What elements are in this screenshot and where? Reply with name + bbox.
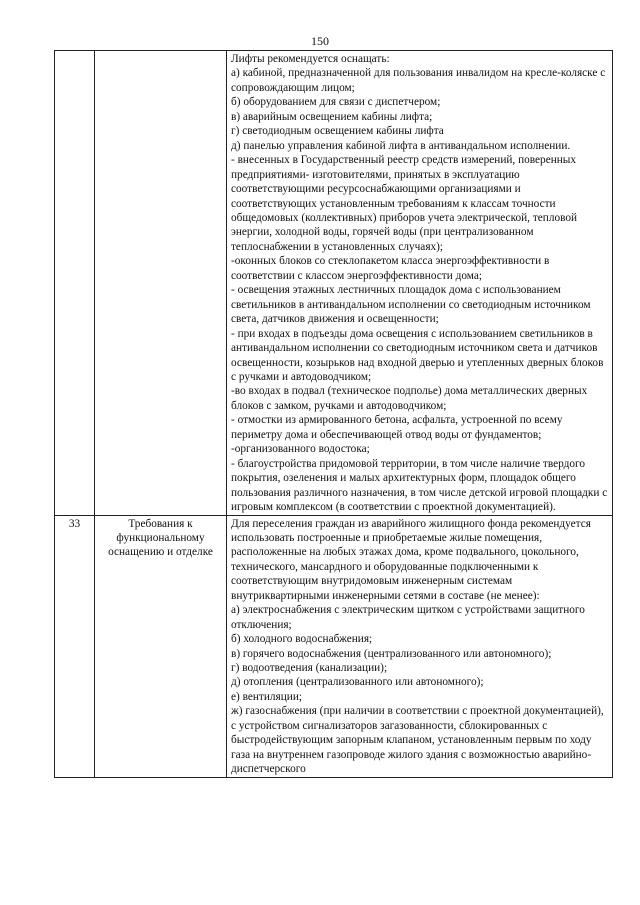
paragraph: г) светодиодным освещением кабины лифта	[231, 125, 444, 138]
paragraph: - при входах в подъезды дома освещения с использованием светильников в антивандальном исполнении со светодиодным источником света и датчиков освещенности, козырьков над входной дверью и утепленных дверных блоков с ручками и автодоводчиком;	[231, 327, 604, 383]
table-row	[55, 51, 613, 516]
paragraph: в) горячего водоснабжения (централизованного или автономного);	[231, 647, 552, 660]
paragraph: д) панелью управления кабиной лифта в антивандальном исполнении.	[231, 139, 571, 152]
description-cell	[227, 51, 613, 516]
paragraph: ж) газоснабжения (при наличии в соответствии с проектной документацией), с устройством сигнализаторов загазованности, сблокированных с быстродействующим запорным клапаном, установленным первым по ходу газа на внутреннем газопроводе жилого здания с возможностью аварийно-диспетчерского	[231, 705, 604, 776]
paragraph: б) холодного водоснабжения;	[231, 633, 373, 646]
paragraph: г) водоотведения (канализации);	[231, 662, 388, 675]
paragraph: - отмостки из армированного бетона, асфальта, устроенной по всему периметру дома и обеспечивающей отвод воды от фундаментов;	[231, 414, 563, 441]
paragraph: а) электроснабжения с электрическим щитком с устройствами защитного отключения;	[231, 604, 585, 631]
paragraph: -оконных блоков со стеклопакетом класса энергоэффективности в соответствии с классом энергоэффективности дома;	[231, 255, 550, 282]
requirement-cell	[95, 51, 227, 516]
paragraph: -во входах в подвал (техническое подполье) дома металлических дверных блоков с замком, ручками и автодоводчиком;	[231, 385, 588, 412]
description-cell	[227, 515, 613, 777]
row-number-cell: 33	[55, 515, 95, 777]
requirement-cell: Требования к функциональному оснащению и отделке	[95, 515, 227, 777]
paragraph: б) оборудованием для связи с диспетчером;	[231, 96, 441, 109]
table-row	[55, 515, 613, 777]
requirements-table	[54, 50, 613, 778]
paragraph: Для переселения граждан из аварийного жилищного фонда рекомендуется использовать построенные и приобретаемые жилые помещения, расположенные на любых этажах дома, кроме подвального, цокольного, технического, мансардного и оборудованные подключенными к соответствующим внутридомовым инженерным системам внутриквартирными инженерными сетями в составе (не менее):	[231, 517, 591, 602]
paragraph: -организованного водостока;	[231, 443, 370, 456]
row-number-cell	[55, 51, 95, 516]
paragraph: в) аварийным освещением кабины лифта;	[231, 110, 433, 123]
paragraph: - благоустройства придомовой территории, в том числе наличие твердого покрытия, озеленения и малых архитектурных форм, площадок общего пользования различного назначения, в том числе детской игровой площадки с игровым комплексом (в соответствии с проектной документацией).	[231, 457, 608, 514]
paragraph: д) отопления (централизованного или автономного);	[231, 676, 484, 689]
paragraph: - внесенных в Государственный реестр средств измерений, поверенных предприятиями- изготовителями, принятых в эксплуатацию соответствующими ресурсоснабжающими организациями и соответствующих установленным требованиям к классам точности общедомовых (коллективных) приборов учета электрической, тепловой энергии, холодной воды, горячей воды (при централизованном теплоснабжении в установленных случаях);	[231, 154, 578, 253]
page-number: 150	[311, 34, 329, 48]
paragraph: а) кабиной, предназначенной для пользования инвалидом на кресле-коляске с сопровождающим лицом;	[231, 67, 606, 94]
paragraph: е) вентиляции;	[231, 690, 303, 703]
paragraph: - освещения этажных лестничных площадок дома с использованием светильников в антивандальном исполнении со светодиодным источником света, датчиков движения и освещенности;	[231, 284, 591, 326]
paragraph: Лифты рекомендуется оснащать:	[231, 53, 390, 65]
